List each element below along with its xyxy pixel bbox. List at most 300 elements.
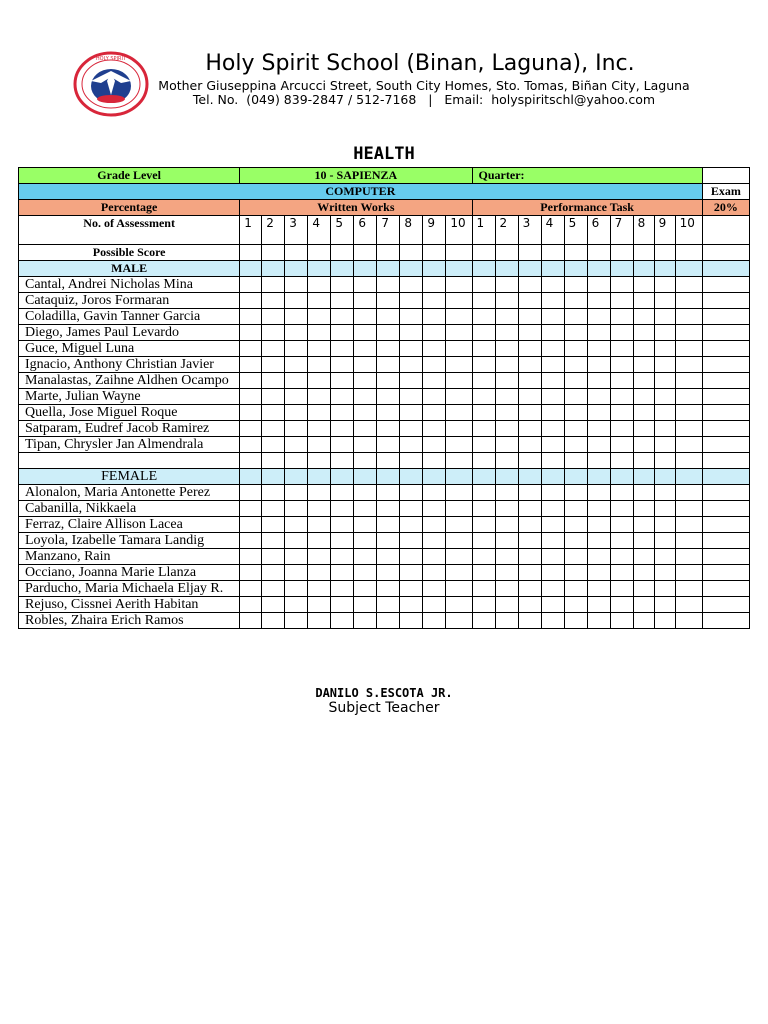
grade-cell [423, 261, 446, 277]
grade-cell [354, 309, 377, 325]
grade-cell [472, 421, 495, 437]
grade-cell [675, 501, 702, 517]
written-works-label: Written Works [240, 200, 472, 216]
grade-cell [610, 389, 633, 405]
school-name: Holy Spirit School (Binan, Laguna), Inc. [205, 51, 635, 76]
grade-cell [518, 325, 541, 341]
table-row [19, 437, 750, 453]
grade-cell [518, 293, 541, 309]
table-row [19, 184, 750, 200]
grade-cell [262, 357, 285, 373]
student-name: Alonalon, Maria Antonette Perez [19, 485, 240, 501]
grade-cell [702, 485, 749, 501]
grade-cell [423, 341, 446, 357]
student-name: Guce, Miguel Luna [19, 341, 240, 357]
grade-cell [331, 373, 354, 389]
table-row [19, 517, 750, 533]
exam-percent: 20% [702, 200, 749, 216]
grade-cell [495, 581, 518, 597]
grade-cell [262, 501, 285, 517]
grade-cell [400, 373, 423, 389]
grade-cell [654, 357, 675, 373]
grade-cell [423, 437, 446, 453]
grade-cell [423, 613, 446, 629]
grade-cell [240, 421, 262, 437]
grade-cell [446, 453, 472, 469]
grade-cell [587, 357, 610, 373]
grade-cell [564, 325, 587, 341]
student-name: Quella, Jose Miguel Roque [19, 405, 240, 421]
grade-cell [541, 325, 564, 341]
grade-cell [446, 437, 472, 453]
grade-cell [377, 453, 400, 469]
grade-cell [285, 597, 308, 613]
grade-cell [400, 293, 423, 309]
grade-cell [423, 597, 446, 613]
grade-cell [564, 453, 587, 469]
grade-cell [633, 469, 654, 485]
grade-cell [564, 309, 587, 325]
grade-cell [610, 469, 633, 485]
grade-cell [446, 533, 472, 549]
grade-cell [495, 613, 518, 629]
grade-cell [587, 389, 610, 405]
svg-text:HOLY SPIRIT: HOLY SPIRIT [95, 56, 127, 62]
grade-cell [423, 357, 446, 373]
grade-cell [377, 261, 400, 277]
grade-cell [541, 437, 564, 453]
grade-cell [240, 325, 262, 341]
grade-cell [654, 533, 675, 549]
grade-cell [633, 341, 654, 357]
grade-cell [587, 533, 610, 549]
school-contact: Tel. No. (049) 839-2847 / 512-7168 | Email: holyspiritschl@yahoo.com [192, 92, 656, 107]
grade-cell [285, 581, 308, 597]
grade-cell [400, 469, 423, 485]
grade-cell [285, 405, 308, 421]
grade-cell [400, 341, 423, 357]
grade-cell [331, 277, 354, 293]
grade-cell [472, 549, 495, 565]
grade-cell [472, 533, 495, 549]
grade-cell [654, 293, 675, 309]
grade-cell [285, 453, 308, 469]
grade-cell [377, 565, 400, 581]
grade-cell [240, 549, 262, 565]
grade-cell [564, 261, 587, 277]
table-row [19, 549, 750, 565]
grade-cell [541, 597, 564, 613]
grade-cell [308, 453, 331, 469]
grade-cell [610, 437, 633, 453]
grade-cell [354, 565, 377, 581]
grade-cell [377, 613, 400, 629]
grade-cell [400, 517, 423, 533]
grade-cell [541, 405, 564, 421]
table-row [19, 277, 750, 293]
grade-cell [518, 421, 541, 437]
grade-cell [285, 309, 308, 325]
grade-cell [495, 389, 518, 405]
performance-assessment-number: 2 [495, 216, 518, 245]
grade-cell [675, 373, 702, 389]
grade-cell [377, 549, 400, 565]
grade-cell [702, 453, 749, 469]
grade-cell [354, 261, 377, 277]
grade-cell [702, 613, 749, 629]
performance-assessment-number: 1 [472, 216, 495, 245]
grade-cell [610, 613, 633, 629]
grade-cell [285, 325, 308, 341]
grade-cell [400, 357, 423, 373]
grade-cell [675, 341, 702, 357]
grade-cell [654, 501, 675, 517]
grade-cell [262, 469, 285, 485]
grade-cell [423, 405, 446, 421]
grade-cell [240, 405, 262, 421]
grade-cell [331, 469, 354, 485]
grade-cell [610, 453, 633, 469]
school-seal-logo [73, 51, 149, 117]
written-assessment-number: 4 [308, 216, 331, 245]
performance-assessment-number: 5 [564, 216, 587, 245]
grade-cell [262, 485, 285, 501]
grade-cell [400, 549, 423, 565]
grade-cell [541, 341, 564, 357]
grade-cell [331, 517, 354, 533]
grade-cell [240, 277, 262, 293]
grade-cell [541, 277, 564, 293]
grade-cell [654, 373, 675, 389]
written-assessment-number: 1 [240, 216, 262, 245]
grade-cell [633, 549, 654, 565]
grade-cell [308, 293, 331, 309]
grade-level-value: 10 - SAPIENZA [240, 168, 472, 184]
grade-cell [472, 517, 495, 533]
grade-cell [518, 549, 541, 565]
grade-cell [564, 437, 587, 453]
grade-cell [354, 325, 377, 341]
grade-cell [262, 613, 285, 629]
grade-cell [675, 389, 702, 405]
grade-cell [675, 453, 702, 469]
grade-cell [518, 277, 541, 293]
grade-cell [262, 533, 285, 549]
grade-cell [262, 309, 285, 325]
grade-cell [308, 565, 331, 581]
grade-cell [285, 517, 308, 533]
grade-cell [587, 405, 610, 421]
grade-cell [654, 277, 675, 293]
grade-cell [472, 261, 495, 277]
grade-cell [564, 245, 587, 261]
grade-cell [262, 373, 285, 389]
grade-cell [377, 357, 400, 373]
grade-cell [446, 421, 472, 437]
grade-cell [240, 357, 262, 373]
exam-label: Exam [702, 184, 749, 200]
male-section-label: MALE [19, 261, 240, 277]
grade-cell [518, 373, 541, 389]
grade-cell [702, 533, 749, 549]
grade-cell [423, 309, 446, 325]
table-row [19, 405, 750, 421]
grade-cell [423, 485, 446, 501]
grade-cell [702, 517, 749, 533]
grade-cell [262, 405, 285, 421]
grade-cell [400, 565, 423, 581]
grade-cell [633, 437, 654, 453]
table-row [19, 533, 750, 549]
grade-cell [446, 245, 472, 261]
grade-cell [308, 373, 331, 389]
grade-cell [285, 437, 308, 453]
grade-cell [587, 485, 610, 501]
grade-cell [240, 613, 262, 629]
grade-cell [308, 245, 331, 261]
performance-assessment-number: 10 [675, 216, 702, 245]
grade-cell [423, 533, 446, 549]
grade-cell [331, 533, 354, 549]
grade-cell [240, 309, 262, 325]
grade-cell [633, 581, 654, 597]
grade-cell [518, 405, 541, 421]
grade-cell [240, 373, 262, 389]
grade-cell [472, 309, 495, 325]
grade-cell [472, 581, 495, 597]
grade-cell [377, 533, 400, 549]
grade-cell [564, 581, 587, 597]
grade-cell [587, 565, 610, 581]
grade-cell [495, 277, 518, 293]
grade-cell [587, 597, 610, 613]
grade-cell [633, 421, 654, 437]
grade-cell [331, 325, 354, 341]
grade-cell [354, 293, 377, 309]
grade-cell [354, 437, 377, 453]
grade-cell [285, 469, 308, 485]
grade-cell [495, 325, 518, 341]
grade-cell [495, 597, 518, 613]
grade-cell [423, 421, 446, 437]
grade-cell [654, 421, 675, 437]
table-row [19, 245, 750, 261]
grade-cell [446, 261, 472, 277]
student-name: Manalastas, Zaihne Aldhen Ocampo [19, 373, 240, 389]
grade-cell [423, 501, 446, 517]
performance-assessment-number: 4 [541, 216, 564, 245]
grade-cell [702, 565, 749, 581]
grade-cell [541, 549, 564, 565]
grade-cell [587, 325, 610, 341]
grade-cell [541, 293, 564, 309]
grade-cell [308, 549, 331, 565]
grade-cell [262, 565, 285, 581]
grade-cell [240, 453, 262, 469]
grade-cell [654, 245, 675, 261]
grade-cell [308, 613, 331, 629]
grade-cell [423, 373, 446, 389]
written-assessment-number: 6 [354, 216, 377, 245]
grade-cell [702, 357, 749, 373]
grade-cell [587, 437, 610, 453]
grade-cell [702, 581, 749, 597]
grade-cell [285, 501, 308, 517]
grade-cell [610, 405, 633, 421]
grade-cell [610, 517, 633, 533]
grade-cell [472, 485, 495, 501]
grade-cell [675, 357, 702, 373]
grade-cell [654, 613, 675, 629]
grade-cell [633, 261, 654, 277]
table-row [19, 168, 750, 184]
grade-cell [587, 453, 610, 469]
grade-level-label: Grade Level [19, 168, 240, 184]
grade-cell [702, 405, 749, 421]
grade-cell [423, 277, 446, 293]
grade-cell [587, 341, 610, 357]
grade-cell [495, 373, 518, 389]
grade-cell [331, 309, 354, 325]
grade-cell [285, 373, 308, 389]
grade-cell [446, 325, 472, 341]
grade-cell [610, 277, 633, 293]
table-row [19, 581, 750, 597]
grade-cell [675, 485, 702, 501]
performance-assessment-number: 6 [587, 216, 610, 245]
grade-cell [518, 309, 541, 325]
grade-cell [285, 389, 308, 405]
grade-cell [472, 597, 495, 613]
grade-cell [377, 405, 400, 421]
grade-cell [285, 533, 308, 549]
grade-cell [587, 373, 610, 389]
grade-cell [675, 277, 702, 293]
grade-cell [377, 517, 400, 533]
grade-cell [285, 245, 308, 261]
grade-cell [702, 293, 749, 309]
grade-cell [331, 245, 354, 261]
grade-cell [587, 293, 610, 309]
grade-cell [564, 357, 587, 373]
grade-cell [308, 309, 331, 325]
grade-cell [518, 341, 541, 357]
grade-cell [285, 421, 308, 437]
student-name: Marte, Julian Wayne [19, 389, 240, 405]
grade-cell [518, 613, 541, 629]
grade-cell [633, 389, 654, 405]
grade-cell [400, 325, 423, 341]
grade-cell [675, 309, 702, 325]
grade-cell [446, 389, 472, 405]
grade-cell [400, 581, 423, 597]
grade-cell [702, 341, 749, 357]
grade-cell [354, 613, 377, 629]
grade-cell [675, 405, 702, 421]
grade-cell [495, 437, 518, 453]
student-name: Cantal, Andrei Nicholas Mina [19, 277, 240, 293]
grade-cell [240, 389, 262, 405]
grade-cell [446, 405, 472, 421]
grade-cell [377, 469, 400, 485]
performance-assessment-number: 3 [518, 216, 541, 245]
grade-cell [262, 453, 285, 469]
grade-cell [400, 405, 423, 421]
table-row [19, 501, 750, 517]
grade-cell [262, 421, 285, 437]
grade-cell [518, 245, 541, 261]
grade-cell [633, 309, 654, 325]
student-name: Occiano, Joanna Marie Llanza [19, 565, 240, 581]
grade-cell [587, 581, 610, 597]
grade-cell [564, 613, 587, 629]
table-row [19, 216, 750, 245]
table-row [19, 485, 750, 501]
grade-cell [541, 485, 564, 501]
grade-cell [423, 565, 446, 581]
grade-cell [472, 373, 495, 389]
grade-cell [564, 517, 587, 533]
grade-cell [423, 325, 446, 341]
grade-cell [633, 293, 654, 309]
grade-cell [377, 501, 400, 517]
written-assessment-number: 5 [331, 216, 354, 245]
grade-cell [654, 549, 675, 565]
written-assessment-number: 3 [285, 216, 308, 245]
grade-cell [633, 613, 654, 629]
grade-cell [308, 421, 331, 437]
grade-cell [285, 613, 308, 629]
grade-cell [354, 581, 377, 597]
grade-cell [262, 597, 285, 613]
table-row [19, 293, 750, 309]
grade-cell [446, 309, 472, 325]
grade-cell [308, 261, 331, 277]
performance-assessment-number: 9 [654, 216, 675, 245]
grade-cell [262, 277, 285, 293]
grade-cell [702, 549, 749, 565]
grade-cell [308, 357, 331, 373]
grade-cell [400, 437, 423, 453]
grade-cell [423, 469, 446, 485]
grade-cell [495, 309, 518, 325]
grade-cell [423, 245, 446, 261]
grade-cell [518, 437, 541, 453]
grade-cell [564, 549, 587, 565]
student-name: Loyola, Izabelle Tamara Landig [19, 533, 240, 549]
grade-cell [541, 389, 564, 405]
grade-cell [377, 309, 400, 325]
grade-cell [262, 261, 285, 277]
grade-cell [564, 293, 587, 309]
grade-cell [610, 485, 633, 501]
document-title: HEALTH [353, 144, 415, 164]
grade-cell [654, 565, 675, 581]
grade-cell [654, 453, 675, 469]
grade-cell [518, 453, 541, 469]
grade-sheet-table [18, 167, 750, 629]
grade-cell [654, 517, 675, 533]
grade-cell [702, 245, 749, 261]
quarter-label: Quarter: [472, 168, 702, 184]
student-name: Parducho, Maria Michaela Eljay R. [19, 581, 240, 597]
grade-cell [610, 309, 633, 325]
grade-cell [654, 485, 675, 501]
grade-cell [472, 293, 495, 309]
grade-cell [308, 437, 331, 453]
table-row [19, 341, 750, 357]
grade-cell [495, 293, 518, 309]
